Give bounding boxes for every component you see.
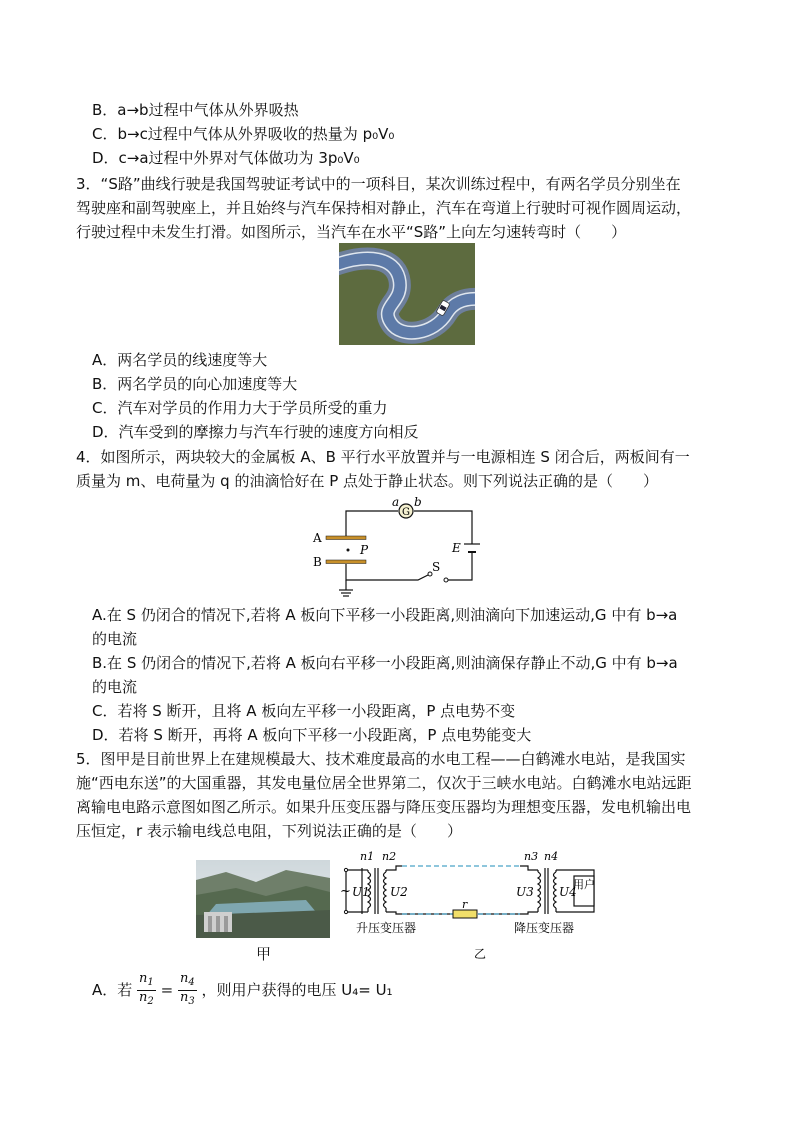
q4-stem-line2: 质量为 m、电荷量为 q 的油滴恰好在 P 点处于静止状态。则下列说法正确的是（ ） <box>76 472 659 490</box>
q4-option-c: C．若将 S 断开，且将 A 板向左平移一小段距离，P 点电势不变 <box>92 702 516 720</box>
q3-option-c: C．汽车对学员的作用力大于学员所受的重力 <box>92 399 388 417</box>
label-u4: U4 <box>559 885 577 899</box>
switch-label: S <box>432 560 441 574</box>
point-p-label: P <box>360 543 369 557</box>
label-n2: n2 <box>382 850 397 863</box>
q3-option-a: A．两名学员的线速度等大 <box>92 351 268 369</box>
q2-option-c: C．b→c过程中气体从外界吸收的热量为 p₀V₀ <box>92 125 395 143</box>
q4-option-b-line1: B.在 S 仍闭合的情况下,若将 A 板向右平移一小段距离,则油滴保存静止不动,G 中有 b→a <box>92 654 678 672</box>
q5-option-a-suffix: ，则用户获得的电压 U₄= U₁ <box>201 981 393 999</box>
q4-option-a-line1: A.在 S 仍闭合的情况下,若将 A 板向下平移一小段距离,则油滴向下加速运动,G 中有 b→a <box>92 606 678 624</box>
q5-stem-line1: 5．图甲是目前世界上在建规模最大、技术难度最高的水电工程——白鹤滩水电站，是我国实 <box>76 750 686 768</box>
label-a: a <box>392 495 400 509</box>
step-up-label: 升压变压器 <box>356 921 417 935</box>
hydropower-photo <box>196 860 330 938</box>
plate-a-label: A <box>313 531 322 545</box>
q5-option-a: A．若 $\frac{n_1}{n_2}$ = $\frac{n_4}{n_3}$ ，则用户获得的电压 U₄= U₁ <box>92 971 393 1007</box>
user-label: 用户 <box>573 878 595 891</box>
label-u1: U1 <box>352 885 370 899</box>
q3-option-b: B．两名学员的向心加速度等大 <box>92 375 298 393</box>
q2-option-d: D．c→a过程中外界对气体做功为 3p₀V₀ <box>92 149 360 167</box>
label-n4: n4 <box>544 850 559 863</box>
label-u3: U3 <box>516 885 534 899</box>
ac-source-symbol: ~ <box>340 884 351 899</box>
q5-stem-line4: 压恒定，r 表示输电线总电阻，下列说法正确的是（ ） <box>76 822 462 840</box>
transmission-circuit-figure <box>338 848 600 960</box>
q3-stem-line2: 驾驶座和副驾驶座上，并且始终与汽车保持相对静止，汽车在弯道上行驶时可视作圆周运动， <box>76 199 692 217</box>
ratio-n4-n3: $\frac{n_4}{n_3}$ <box>179 971 195 1007</box>
q5-stem-line2: 施“西电东送”的大国重器，其发电量位居全世界第二，仅次于三峡水电站。白鹤滩水电站远距 <box>76 774 692 792</box>
label-n3: n3 <box>524 850 539 863</box>
q5-stem-line3: 离输电电路示意图如图乙所示。如果升压变压器与降压变压器均为理想变压器，发电机输出电 <box>76 798 692 816</box>
q4-option-a-line2: 的电流 <box>92 630 138 648</box>
plate-b-label: B <box>313 555 322 569</box>
s-road-figure <box>339 243 475 345</box>
emf-label: E <box>452 541 461 555</box>
q4-option-d: D．若将 S 断开，再将 A 板向下平移一小段距离，P 点电势能变大 <box>92 726 532 744</box>
q4-stem-line1: 4．如图所示，两块较大的金属板 A、B 平行水平放置并与一电源相连 S 闭合后，两板间有一 <box>76 448 690 466</box>
step-down-label: 降压变压器 <box>514 921 575 935</box>
galvanometer-label: G <box>402 507 410 518</box>
label-n1: n1 <box>360 850 375 863</box>
ratio-n1-n2: $\frac{n_1}{n_2}$ <box>139 971 154 1007</box>
circuit-caption-yi: 乙 <box>474 947 487 960</box>
q3-stem-line3: 行驶过程中未发生打滑。如图所示，当汽车在水平“S路”上向左匀速转弯时（ ） <box>76 223 627 241</box>
q5-option-a-prefix: A．若 <box>92 981 133 999</box>
label-u2: U2 <box>390 885 408 899</box>
q3-option-d: D．汽车受到的摩擦力与汽车行驶的速度方向相反 <box>92 423 419 441</box>
q3-stem-line1: 3．“S路”曲线行驶是我国驾驶证考试中的一项科目，某次训练过程中，有两名学员分别坐在 <box>76 175 681 193</box>
photo-caption-jia: 甲 <box>256 945 272 963</box>
label-r: r <box>462 898 468 911</box>
q2-option-b: B．a→b过程中气体从外界吸热 <box>92 101 299 119</box>
q4-option-b-line2: 的电流 <box>92 678 138 696</box>
capacitor-circuit-figure <box>308 494 480 600</box>
label-b: b <box>414 495 422 509</box>
